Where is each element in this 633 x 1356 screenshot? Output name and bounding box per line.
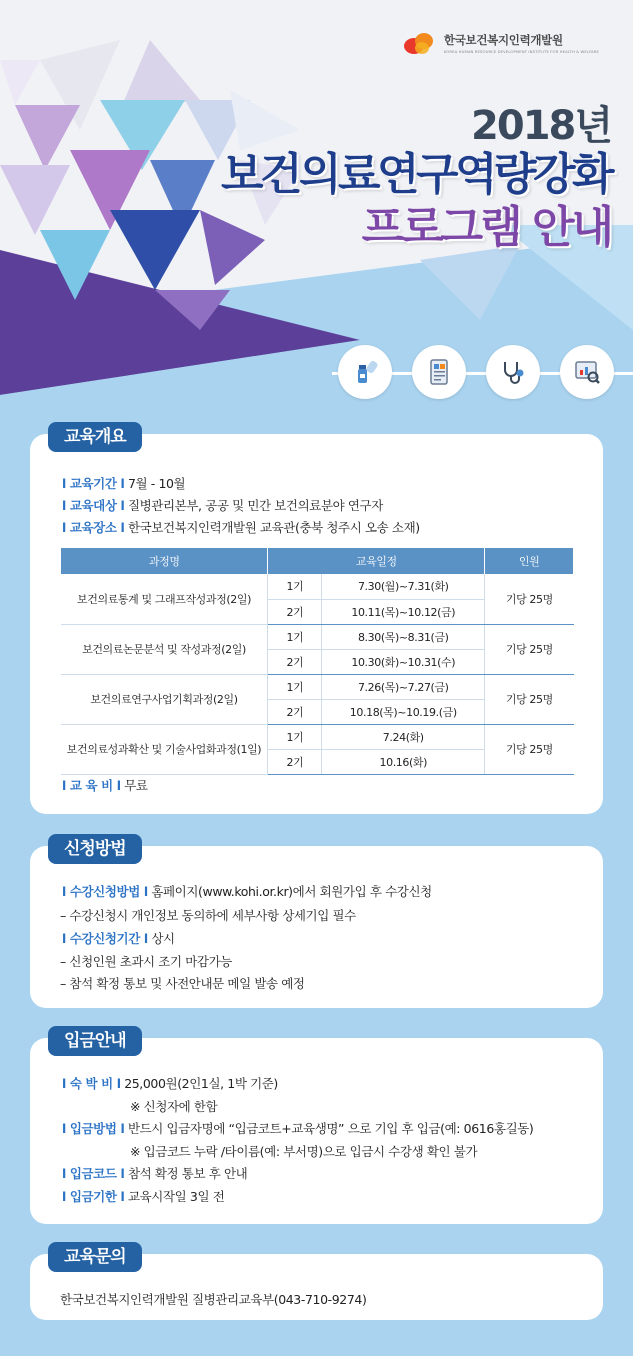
apply-method-line — [62, 882, 432, 900]
term: 2기 — [268, 649, 322, 674]
fee-value: 무료 — [124, 778, 148, 793]
term: 2기 — [268, 599, 322, 624]
date: 7.26(목)~7.27(금) — [322, 674, 485, 699]
capacity: 기당 25명 — [485, 624, 574, 674]
contact-card — [30, 1247, 603, 1320]
term: 1기 — [268, 674, 322, 699]
period-line — [62, 474, 185, 492]
header-capacity: 인원 — [485, 548, 574, 574]
contact-text: 한국보건복지인력개발원 질병관리교육부(043-710-9274) — [60, 1292, 367, 1307]
target-label: l 교육대상 l — [62, 498, 125, 513]
contact-header: 교육문의 — [48, 1242, 142, 1272]
icon-row — [0, 345, 633, 401]
date: 10.30(화)~10.31(수) — [322, 649, 485, 674]
payment-header: 입금안내 — [48, 1026, 142, 1056]
title-year: 2018년 — [471, 103, 611, 149]
title-main: 보건의료연구역량강화 — [220, 149, 611, 200]
course-name: 보건의료통계 및 그래프작성과정(2일) — [61, 574, 268, 624]
logo — [402, 30, 599, 56]
term: 1기 — [268, 574, 322, 599]
payment-method-line — [62, 1119, 533, 1137]
document-icon — [412, 345, 466, 399]
chart-search-icon — [560, 345, 614, 399]
schedule-table — [60, 548, 574, 775]
deadline-value: 교육시작일 3일 전 — [127, 1189, 225, 1204]
payment-method-note: ※ 입금코드 누락 /타이름(예: 부서명)으로 입금시 수강생 확인 불가 — [130, 1144, 478, 1159]
apply-note-1: – 수강신청시 개인정보 동의하에 세부사항 상세기입 필수 — [60, 908, 356, 923]
apply-header: 신청방법 — [48, 834, 142, 864]
deadline-label: l 입금기한 l — [62, 1189, 125, 1204]
fee-label: l 교 육 비 l — [62, 778, 121, 793]
term: 2기 — [268, 699, 322, 724]
overview-card — [30, 427, 603, 814]
code-value: 참석 확정 통보 후 안내 — [127, 1166, 248, 1181]
term: 2기 — [268, 749, 322, 774]
payment-method-label: l 입금방법 l — [62, 1121, 125, 1136]
medicine-icon — [338, 345, 392, 399]
date: 10.18(목)~10.19.(금) — [322, 699, 485, 724]
apply-method-label: l 수강신청방법 l — [62, 884, 148, 899]
apply-note-2: – 신청인원 초과시 조기 마감가능 — [60, 954, 232, 969]
apply-card — [30, 839, 603, 1008]
logo-name-en: KOREA HUMAN RESOURCE DEVELOPMENT INSTITUTE FOR HEALTH & WELFARE — [443, 49, 599, 54]
logo-mark-icon — [402, 30, 436, 56]
target-line — [62, 496, 383, 514]
hero-title — [221, 104, 611, 254]
table-row — [61, 624, 574, 649]
course-name: 보건의료논문분석 및 작성과정(2일) — [61, 624, 268, 674]
capacity: 기당 25명 — [485, 724, 574, 774]
term: 1기 — [268, 724, 322, 749]
lodging-note: ※ 신청자에 한함 — [130, 1099, 218, 1114]
code-label: l 입금코드 l — [62, 1166, 125, 1181]
fee-line — [62, 776, 148, 794]
stethoscope-icon — [486, 345, 540, 399]
hero-banner — [0, 0, 633, 420]
apply-period-label: l 수강신청기간 l — [62, 931, 148, 946]
term: 1기 — [268, 624, 322, 649]
code-line — [62, 1164, 247, 1182]
payment-card — [30, 1031, 603, 1224]
target-value: 질병관리본부, 공공 및 민간 보건의료분야 연구자 — [127, 498, 383, 513]
lodging-line — [62, 1074, 278, 1092]
apply-period-value: 상시 — [151, 931, 175, 946]
date: 10.16(화) — [322, 749, 485, 774]
title-sub: 프로그램 안내 — [361, 202, 611, 253]
apply-note-3: – 참석 확정 통보 및 사전안내문 메일 발송 예정 — [60, 976, 305, 991]
deadline-line — [62, 1187, 224, 1205]
course-name: 보건의료성과확산 및 기술사업화과정(1일) — [61, 724, 268, 774]
table-row — [61, 724, 574, 749]
overview-header: 교육개요 — [48, 422, 142, 452]
place-value: 한국보건복지인력개발원 교육관(충북 청주시 오송 소재) — [127, 520, 420, 535]
date: 7.24(화) — [322, 724, 485, 749]
place-line — [62, 518, 420, 536]
apply-period-line — [62, 929, 175, 947]
table-row — [61, 674, 574, 699]
apply-method-value: 홈페이지(www.kohi.or.kr)에서 회원가입 후 수강신청 — [151, 884, 432, 899]
lodging-value: 25,000원(2인1실, 1박 기준) — [124, 1076, 278, 1091]
lodging-label: l 숙 박 비 l — [62, 1076, 121, 1091]
date: 8.30(목)~8.31(금) — [322, 624, 485, 649]
header-course: 과정명 — [61, 548, 268, 574]
capacity: 기당 25명 — [485, 574, 574, 624]
capacity: 기당 25명 — [485, 674, 574, 724]
table-row — [61, 574, 574, 599]
payment-method-value: 반드시 입금자명에 “입금코트+교육생명” 으로 기입 후 입금(예: 0616홍길동) — [127, 1121, 534, 1136]
header-schedule: 교육일정 — [268, 548, 485, 574]
place-label: l 교육장소 l — [62, 520, 125, 535]
logo-name: 한국보건복지인력개발원 — [443, 33, 563, 47]
period-value: 7월 - 10월 — [127, 476, 186, 491]
date: 10.11(목)~10.12(금) — [322, 599, 485, 624]
period-label: l 교육기간 l — [62, 476, 125, 491]
course-name: 보건의료연구사업기획과정(2일) — [61, 674, 268, 724]
date: 7.30(월)~7.31(화) — [322, 574, 485, 599]
